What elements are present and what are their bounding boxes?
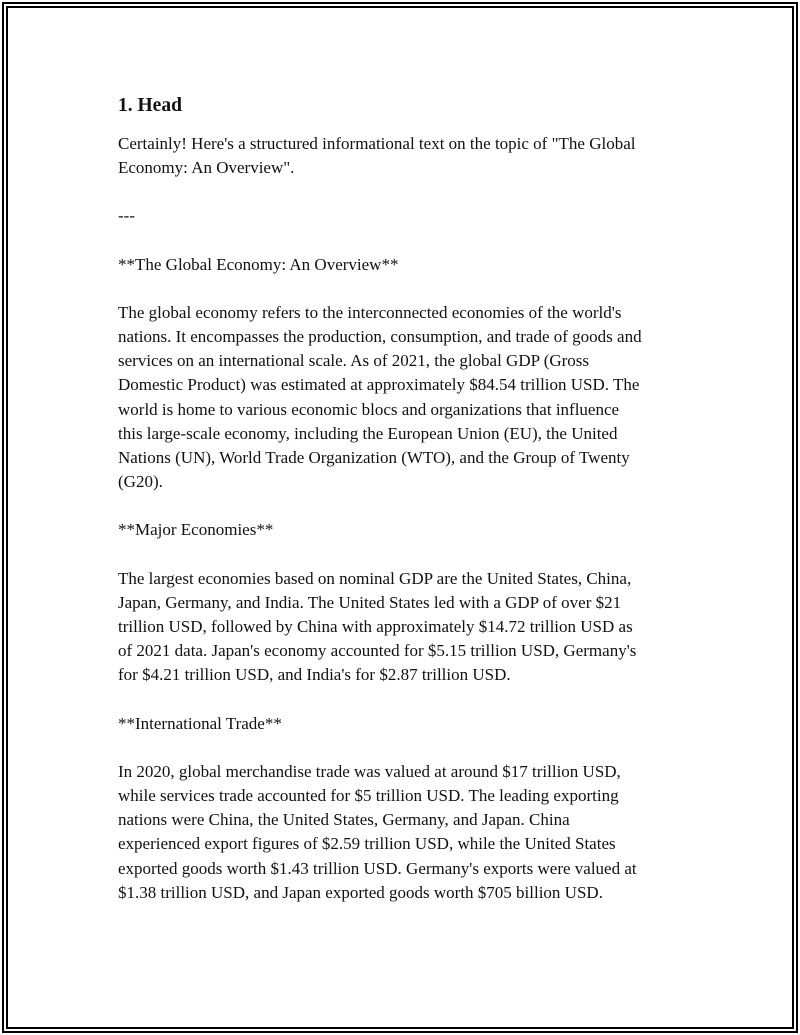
intro-paragraph: Certainly! Here's a structured informational text on the topic of "The Global Economy: An Overview". bbox=[118, 134, 636, 178]
major-economies-heading: **Major Economies** bbox=[118, 520, 274, 540]
separator-line: --- bbox=[118, 206, 135, 226]
section-heading: 1. Head bbox=[118, 95, 182, 116]
international-trade-paragraph: In 2020, global merchandise trade was valued at around $17 trillion USD, while services trade accounted for $5 trillion USD. The leading exporting nations were China, the United States, Germany, and Japan. China experienced export figures of $2.59 trillion USD, while the United States exported goods worth $1.43 trillion USD. Germany's exports were valued at $1.38 trillion USD, and Japan exported goods worth $705 billion USD. bbox=[118, 761, 637, 902]
document-body bbox=[118, 94, 688, 929]
international-trade-heading: **International Trade** bbox=[118, 713, 282, 733]
major-economies-paragraph: The largest economies based on nominal GDP are the United States, China, Japan, Germany, and India. The United States led with a GDP of over $21 trillion USD, followed by China with approximately $14.72 trillion USD as of 2021 data. Japan's economy accounted for $5.15 trillion USD, Germany's for $4.21 trillion USD, and India's for $2.87 trillion USD. bbox=[118, 568, 637, 685]
document-title-line: **The Global Economy: An Overview** bbox=[118, 254, 399, 274]
overview-paragraph: The global economy refers to the interconnected economies of the world's nations. It encompasses the production, consumption, and trade of goods and services on an international scale. As of 2021, the global GDP (Gross Domestic Product) was estimated at approximately $84.54 trillion USD. The world is home to various economic blocs and organizations that influence this large-scale economy, including the European Union (EU), the United Nations (UN), World Trade Organization (WTO), and the Group of Twenty (G20). bbox=[118, 302, 642, 492]
